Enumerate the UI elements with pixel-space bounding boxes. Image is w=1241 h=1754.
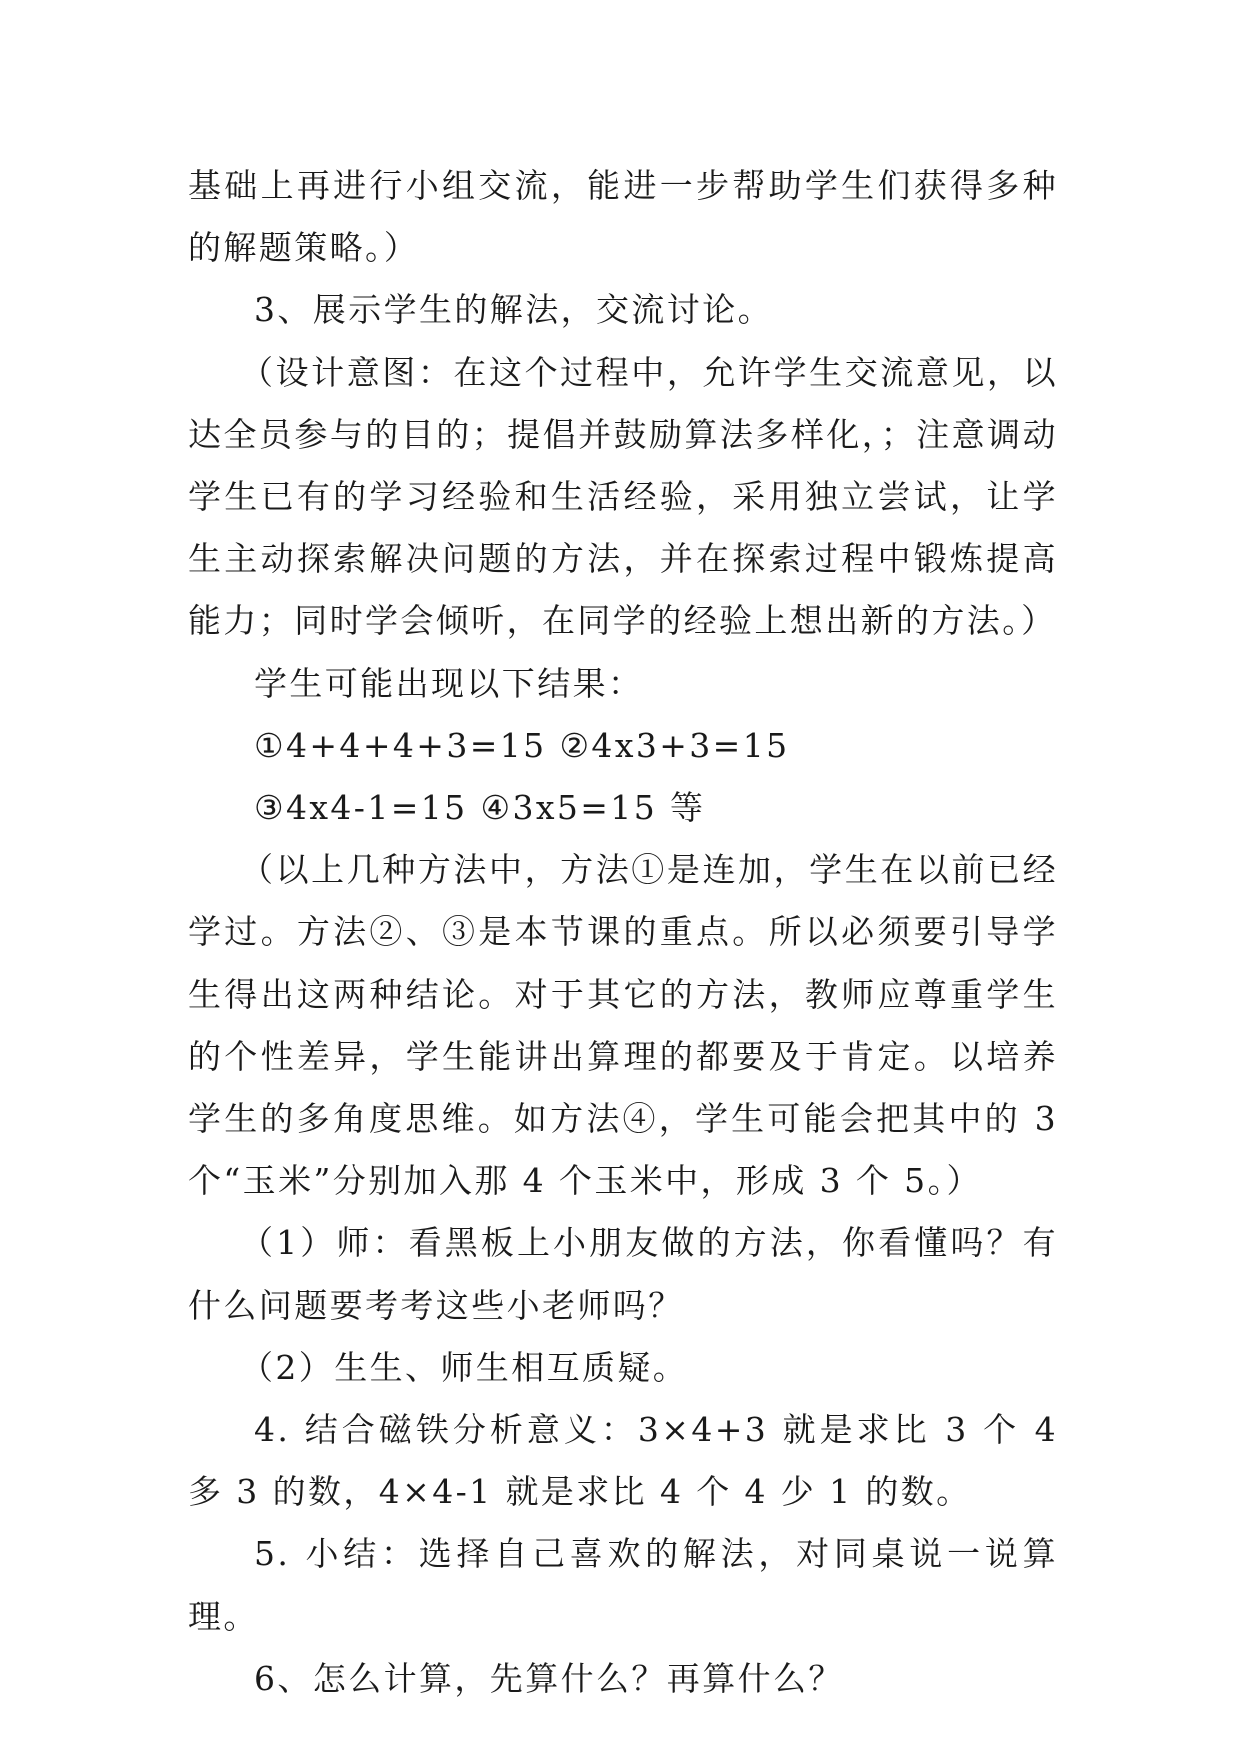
paragraph-result-3-4: ③4x4-1=15 ④3x5=15 等 (254, 788, 706, 828)
paragraph-design-intent: （设计意图：在这个过程中，允许学生交流意见，以达全员参与的目的；提倡并鼓励算法多样化，；注意调动学生已有的学习经验和生活经验，采用独立尝试，让学生主动探索解决问题的方法，并在探索过程中锻炼提高能力；同时学会倾听，在同学的经验上想出新的方法。） (188, 352, 1058, 641)
paragraph-step-4: 4. 结合磁铁分析意义：3×4+3 就是求比 3 个 4 多 3 的数，4×4-1 就是求比 4 个 4 少 1 的数。 (188, 1410, 1058, 1512)
document-body (188, 155, 1058, 1710)
paragraph-step-6: 6、怎么计算，先算什么？再算什么？ (254, 1658, 844, 1698)
paragraph-teacher-question: （1）师：看黑板上小朋友做的方法，你看懂吗？有什么问题要考考这些小老师吗？ (188, 1223, 1058, 1325)
paragraph-continuation: 基础上再进行小组交流，能进一步帮助学生们获得多种的解题策略。） (188, 166, 1058, 268)
paragraph-result-1-2: ①4+4+4+3=15 ②4x3+3=15 (254, 725, 790, 765)
paragraph-step-5: 5. 小结：选择自己喜欢的解法，对同桌说一说算理。 (188, 1534, 1058, 1636)
paragraph-mutual-questioning: （2）生生、师生相互质疑。 (240, 1347, 689, 1387)
paragraph-methods-note: （以上几种方法中，方法①是连加，学生在以前已经学过。方法②、③是本节课的重点。所以必须要引导学生得出这两种结论。对于其它的方法，教师应尊重学生的个性差异，学生能讲出算理的都要及于肯定。以培养学生的多角度思维。如方法④，学生可能会把其中的 3 个“玉米”分别加入那 4 个玉米中，形成 3 个 5。） (188, 850, 1058, 1201)
paragraph-possible-results: 学生可能出现以下结果： (254, 663, 644, 703)
paragraph-step-3: 3、展示学生的解法，交流讨论。 (254, 290, 773, 330)
